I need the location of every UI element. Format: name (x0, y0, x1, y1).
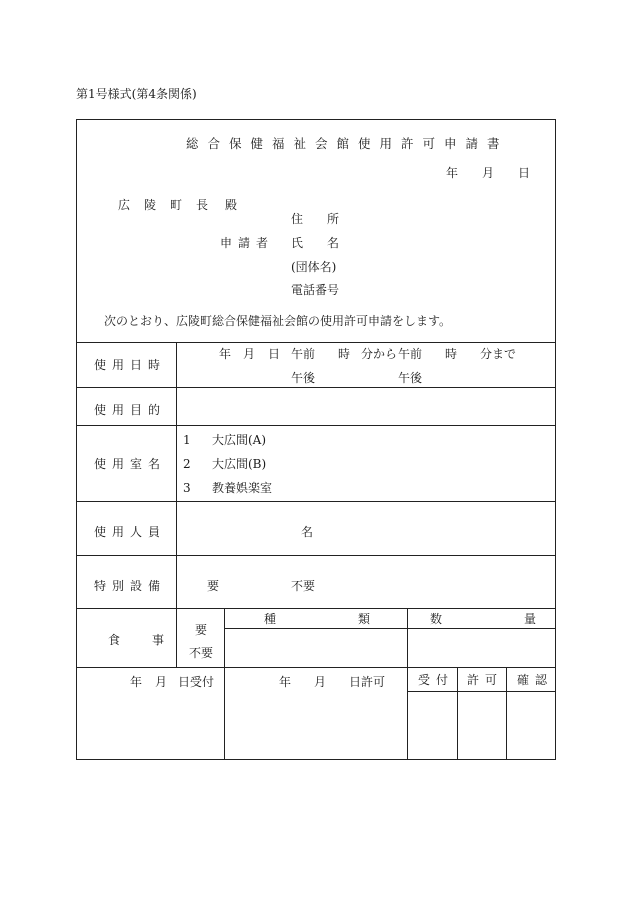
meal-qty-header-2: 量 (524, 612, 537, 626)
rule-datetime-bottom (76, 387, 556, 388)
datetime-pm-start: 午後 (291, 371, 316, 385)
purpose-label: 使用目的 (94, 403, 167, 417)
date-month-label: 月 (482, 166, 495, 180)
applicant-name-label: 氏名 (291, 236, 364, 250)
room-item-name: 大広間(B) (212, 457, 267, 471)
room-item-no: 1 (183, 433, 191, 447)
datetime-min-from: 分から (361, 347, 398, 361)
date-year-label: 年 (446, 166, 459, 180)
meal-kind-header-1: 種 (264, 612, 277, 626)
intro-text: 次のとおり、広陵町総合保健福祉会館の使用許可申請をします。 (104, 314, 452, 328)
rule-label-column (176, 342, 177, 667)
equipment-no-need: 不要 (291, 579, 316, 593)
addressee-town: 広陵町長 (118, 198, 223, 212)
meal-qty-header-1: 数 (430, 612, 443, 626)
addressee-honorific: 殿 (225, 198, 238, 212)
datetime-year: 年 (219, 347, 232, 361)
rule-meal-header-bottom (224, 628, 556, 629)
applicant-group-label: (団体名) (291, 260, 337, 274)
equipment-label: 特別設備 (94, 579, 167, 593)
equipment-need: 要 (207, 579, 220, 593)
datetime-min-to: 分まで (480, 347, 517, 361)
stamp-confirmed-header: 確認 (517, 673, 554, 687)
applicant-address-label: 住所 (291, 212, 364, 226)
received-month: 月 (155, 675, 168, 689)
applicant-label: 申請者 (220, 236, 275, 250)
permitted-month: 月 (314, 675, 327, 689)
date-day-label: 日 (518, 166, 531, 180)
datetime-hour-end: 時 (445, 347, 458, 361)
rule-header-bottom (76, 342, 556, 343)
rule-rooms-bottom (76, 501, 556, 502)
people-label: 使用人員 (94, 525, 167, 539)
datetime-day: 日 (268, 347, 281, 361)
meal-need: 要 (195, 623, 208, 637)
datetime-am-end: 午前 (398, 347, 423, 361)
rooms-label: 使用室名 (94, 457, 167, 471)
received-day: 日受付 (178, 675, 215, 689)
rule-stamp-col-1 (457, 667, 458, 760)
datetime-month: 月 (243, 347, 256, 361)
room-item-name: 教養娯楽室 (212, 481, 273, 495)
datetime-label: 使用日時 (94, 358, 167, 372)
rule-stamp-header-bottom (407, 691, 556, 692)
permitted-day: 日許可 (349, 675, 386, 689)
rule-equipment-bottom (76, 608, 556, 609)
rule-people-bottom (76, 555, 556, 556)
rule-purpose-bottom (76, 425, 556, 426)
applicant-phone-label: 電話番号 (291, 283, 340, 297)
rule-meal-need-column (224, 608, 225, 760)
rule-meal-bottom (76, 667, 556, 668)
meal-label-1: 食 (108, 633, 121, 647)
received-year: 年 (130, 675, 143, 689)
room-item-no: 3 (183, 481, 191, 495)
datetime-pm-end: 午後 (398, 371, 423, 385)
form-title: 総合保健福祉会館使用許可申請書 (186, 136, 509, 151)
meal-kind-header-2: 類 (358, 612, 371, 626)
stamp-permitted-header: 許可 (467, 673, 504, 687)
form-number: 第1号様式(第4条関係) (76, 87, 197, 101)
datetime-am-start: 午前 (291, 347, 316, 361)
stamp-received-header: 受付 (418, 673, 455, 687)
datetime-hour-start: 時 (338, 347, 351, 361)
people-unit: 名 (301, 525, 314, 539)
permitted-year: 年 (279, 675, 292, 689)
meal-label-2: 事 (152, 633, 165, 647)
room-item-name: 大広間(A) (212, 433, 267, 447)
room-item-no: 2 (183, 457, 191, 471)
meal-no-need: 不要 (189, 646, 214, 660)
rule-qty-column (407, 608, 408, 760)
rule-stamp-col-2 (506, 667, 507, 760)
